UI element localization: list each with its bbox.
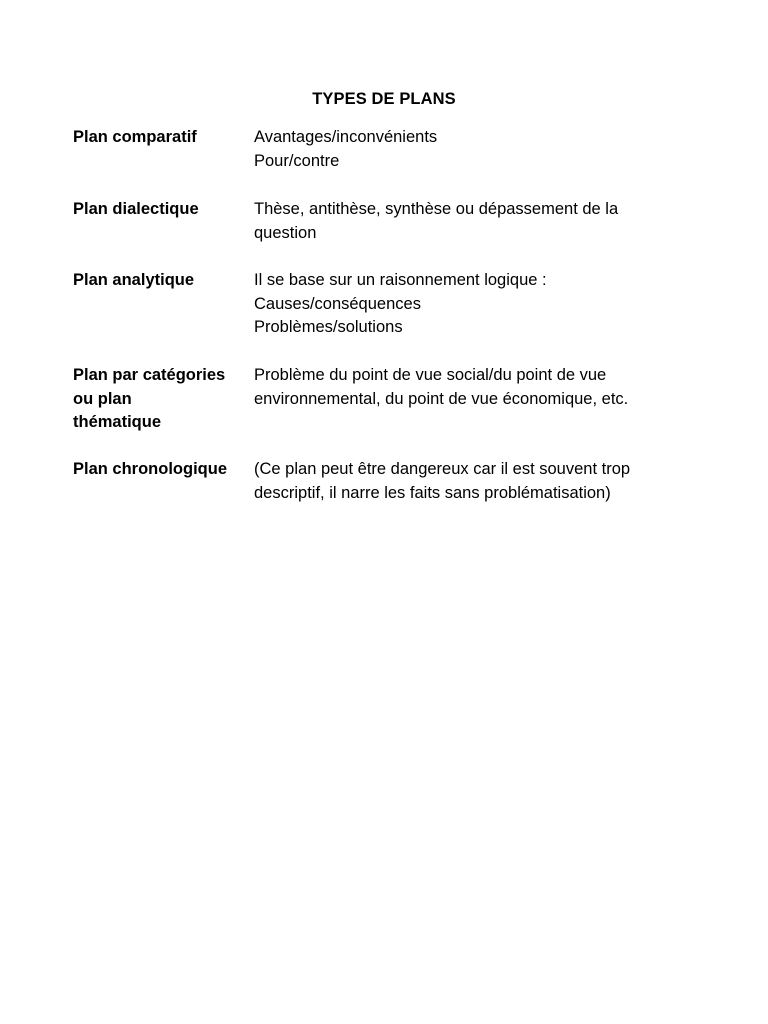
- plan-description: [254, 198, 714, 245]
- plan-description-line: Avantages/inconvénients: [254, 128, 438, 146]
- plan-term: [73, 458, 251, 482]
- plan-description-line: (Ce plan peut être dangereux car il est souvent trop: [254, 460, 631, 478]
- plan-term-line: Plan comparatif: [73, 128, 197, 146]
- plan-description-line: Il se base sur un raisonnement logique :: [254, 271, 547, 289]
- plan-term-line: thématique: [73, 413, 162, 431]
- plan-description-line: Problème du point de vue social/du point de vue: [254, 366, 607, 384]
- plan-description-line: Causes/conséquences: [254, 294, 421, 313]
- plan-description: [254, 126, 714, 173]
- plan-term-line: Plan chronologique: [73, 460, 228, 478]
- plan-description-line: descriptif, il narre les faits sans problématisation): [254, 483, 611, 502]
- plan-description-line: question: [254, 223, 317, 242]
- plan-term-line: Plan dialectique: [73, 200, 199, 218]
- plan-description: [254, 458, 714, 505]
- plan-description-line: Thèse, antithèse, synthèse ou dépassement de la: [254, 200, 619, 218]
- plan-description-line: Problèmes/solutions: [254, 318, 403, 336]
- plan-term: [73, 269, 251, 293]
- plan-description-line: Pour/contre: [254, 151, 340, 170]
- plan-term: [73, 364, 251, 435]
- plan-term: [73, 198, 251, 222]
- plan-description: [254, 269, 714, 340]
- document-title: TYPES DE PLANS: [312, 90, 456, 108]
- plan-term-line: ou plan: [73, 389, 132, 408]
- plan-description: [254, 364, 714, 411]
- plan-term-line: Plan analytique: [73, 271, 195, 289]
- plan-term: [73, 126, 251, 150]
- plan-term-line: Plan par catégories: [73, 366, 226, 384]
- plan-description-line: environnemental, du point de vue économique, etc.: [254, 389, 629, 408]
